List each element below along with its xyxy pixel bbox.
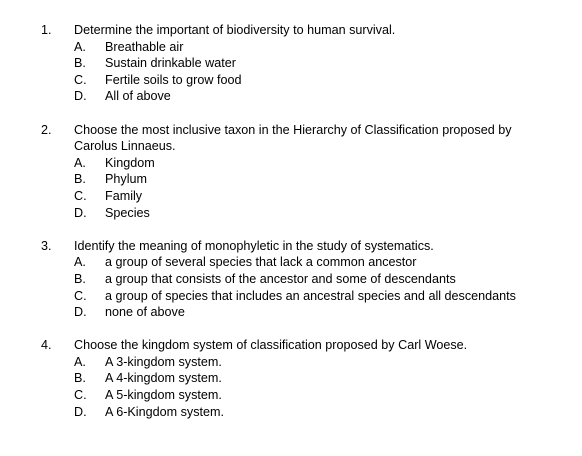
question-text: Choose the kingdom system of classification proposed by Carl Woese. — [74, 338, 468, 353]
option-text: A 3-kingdom system. — [105, 354, 222, 369]
option-letter: C. — [74, 288, 87, 303]
option-letter: B. — [74, 172, 86, 187]
option-d — [74, 205, 582, 222]
option-b — [74, 370, 582, 387]
option-letter: D. — [74, 89, 87, 104]
option-d — [74, 88, 582, 105]
question-number: 4. — [41, 338, 52, 353]
option-text: A 6-Kingdom system. — [105, 404, 224, 419]
option-c — [74, 188, 582, 205]
option-text: A 4-kingdom system. — [105, 371, 222, 386]
option-c — [74, 387, 582, 404]
option-letter: A. — [74, 155, 86, 170]
option-text: a group of species that includes an ancestral species and all descendants — [105, 288, 516, 303]
question-number: 2. — [41, 122, 52, 137]
option-text: Family — [105, 188, 143, 203]
option-letter: A. — [74, 39, 86, 54]
option-letter: D. — [74, 404, 87, 419]
option-text: Kingdom — [105, 155, 155, 170]
option-text: Sustain drinkable water — [105, 56, 236, 71]
option-c — [74, 72, 582, 89]
option-text: Species — [105, 205, 150, 220]
option-a — [74, 155, 582, 172]
option-text: Fertile soils to grow food — [105, 72, 242, 87]
question-4 — [0, 337, 582, 420]
option-b — [74, 171, 582, 188]
option-d — [74, 304, 582, 321]
question-1 — [0, 22, 582, 105]
option-letter: B. — [74, 271, 86, 286]
option-c — [74, 288, 582, 305]
question-3 — [0, 238, 582, 321]
option-letter: B. — [74, 371, 86, 386]
option-d — [74, 404, 582, 421]
question-text: Determine the important of biodiversity to human survival. — [74, 23, 396, 37]
option-letter: D. — [74, 205, 87, 220]
option-letter: D. — [74, 305, 87, 320]
option-a — [74, 354, 582, 371]
option-letter: C. — [74, 72, 87, 87]
question-number: 3. — [41, 238, 52, 253]
option-text: a group that consists of the ancestor and some of descendants — [105, 271, 456, 286]
option-letter: A. — [74, 255, 86, 270]
question-2 — [0, 122, 582, 222]
option-text: none of above — [105, 305, 185, 320]
option-a — [74, 254, 582, 271]
option-text: All of above — [105, 89, 171, 104]
option-b — [74, 55, 582, 72]
option-letter: C. — [74, 388, 87, 403]
question-number: 1. — [41, 23, 52, 37]
option-text: Breathable air — [105, 39, 184, 54]
option-b — [74, 271, 582, 288]
question-text: Identify the meaning of monophyletic in the study of systematics. — [74, 238, 434, 253]
option-letter: B. — [74, 56, 86, 71]
option-text: Phylum — [105, 172, 147, 187]
option-letter: C. — [74, 188, 87, 203]
option-text: a group of several species that lack a common ancestor — [105, 255, 417, 270]
option-letter: A. — [74, 354, 86, 369]
question-text: Choose the most inclusive taxon in the Hierarchy of Classification proposed by Carolus Linnaeus. — [74, 122, 512, 154]
option-text: A 5-kingdom system. — [105, 388, 222, 403]
option-a — [74, 39, 582, 56]
